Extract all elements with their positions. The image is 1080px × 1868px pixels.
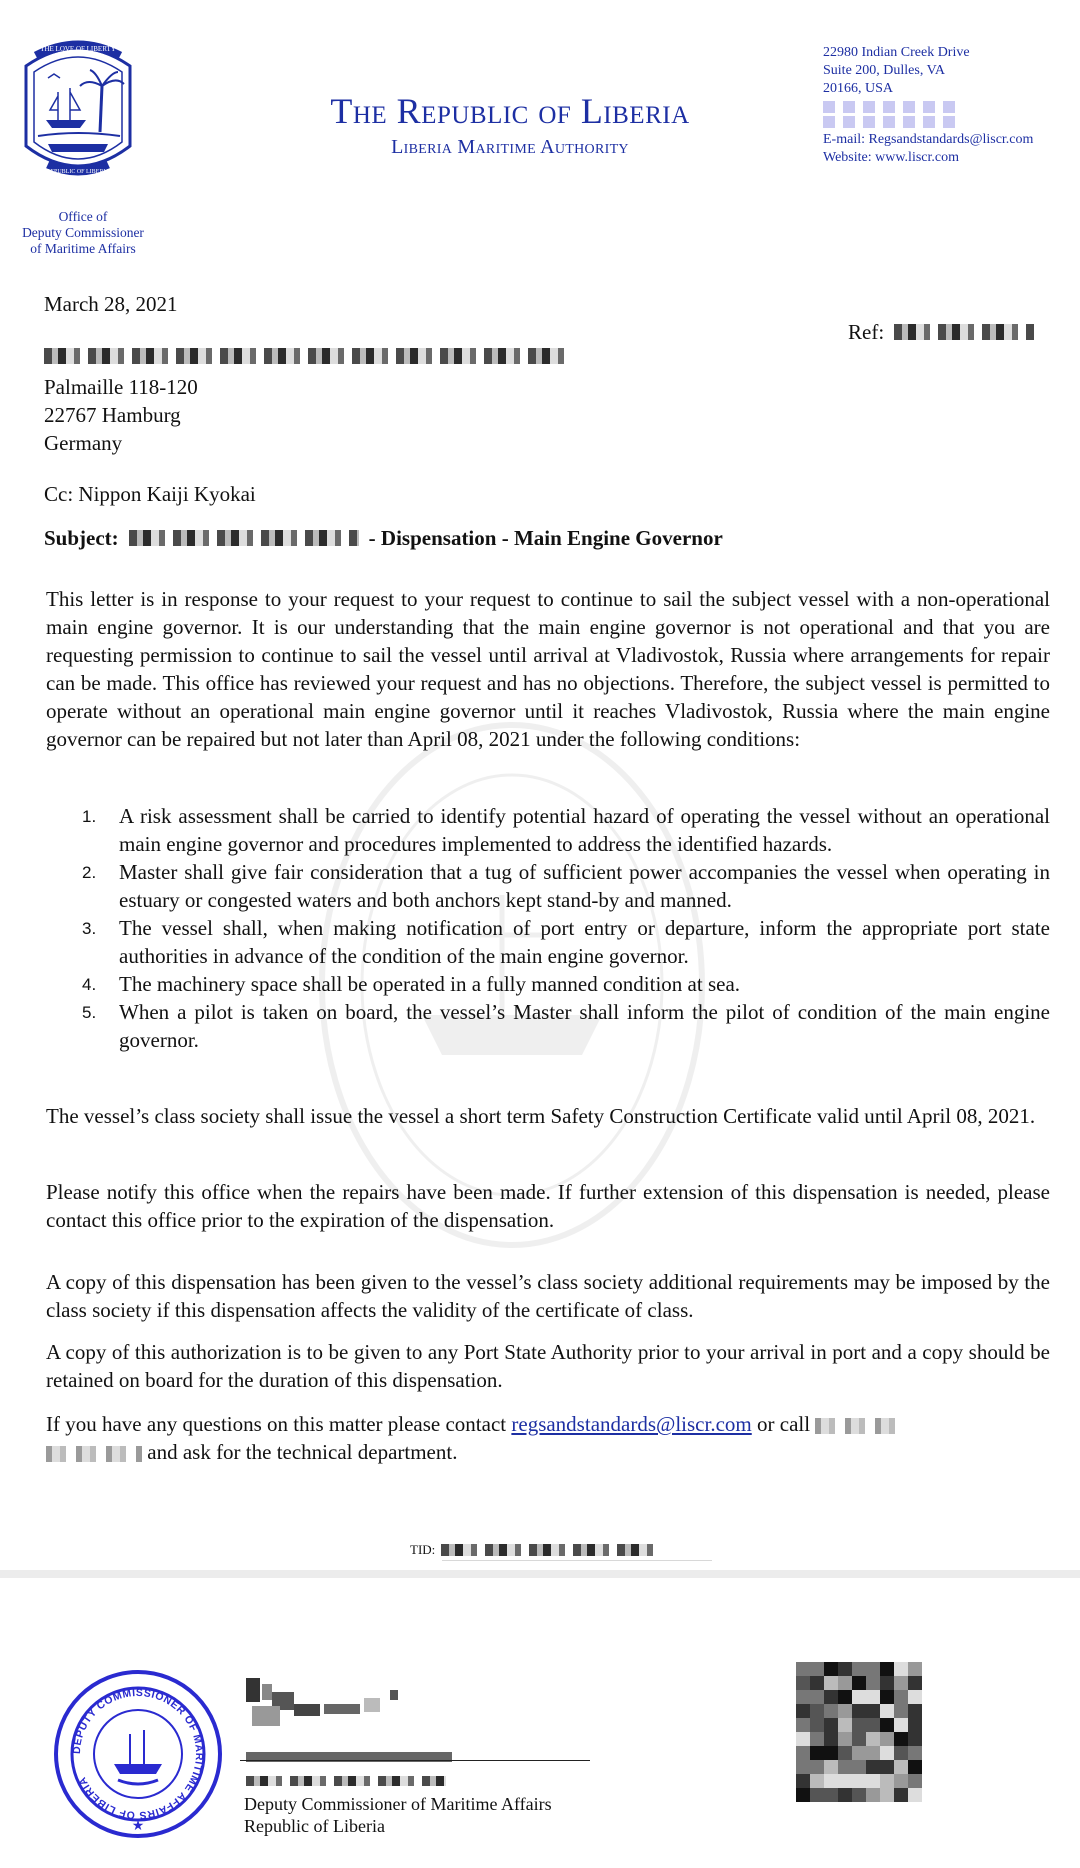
address-line: Germany [44,431,123,455]
signatory-org: Republic of Liberia [244,1816,385,1836]
list-item [46,914,1050,970]
signature-line [240,1760,590,1761]
page-divider [0,1570,1080,1578]
office-line: Deputy Commissioner [22,225,144,240]
letter-date: March 28, 2021 [44,292,178,316]
redacted-phone [823,101,959,113]
contact-address-line: 22980 Indian Creek Drive [823,45,970,60]
svg-text:DEPUTY COMMISSIONER OF MARITIM: DEPUTY COMMISSIONER OF MARITIME AFFAIRS OF LIBERIA [70,1686,206,1822]
list-number: 2. [82,863,97,882]
contact-email[interactable]: E-mail: Regsandstandards@liscr.com [823,132,1034,147]
subject-label: Subject: [44,526,119,550]
body-paragraph: A copy of this dispensation has been given to the vessel’s class society additional requirements may be imposed by the class society if this dispensation affects the validity of the certificate of class. [46,1270,1050,1322]
recipient-address [44,373,198,457]
subject-text: - Dispensation - Main Engine Governor [368,526,723,550]
svg-text:REPUBLIC OF LIBERIA: REPUBLIC OF LIBERIA [46,169,110,175]
conditions-list [46,802,1050,1054]
list-item-text: The vessel shall, when making notification of port entry or departure, inform the appropriate port state authorities in advance of the condition of the main engine governor. [119,916,1050,968]
redacted-phone-number [815,1418,895,1434]
body-paragraph: The vessel’s class society shall issue the vessel a short term Safety Construction Certificate valid until April 08, 2021. [46,1104,1036,1128]
official-stamp [52,1668,224,1840]
subject-line [44,524,723,552]
list-item [46,970,1050,998]
signatory-title: Deputy Commissioner of Maritime Affairs [244,1794,552,1814]
list-item [46,802,1050,858]
list-number: 3. [82,919,97,938]
office-line: Office of [58,209,108,224]
list-item [46,858,1050,914]
office-line: of Maritime Affairs [30,241,136,256]
qr-code-redacted [796,1662,922,1802]
redacted-vessel-name [129,530,359,546]
list-item-text: When a pilot is taken on board, the vessel’s Master shall inform the pilot of condition of the main engine governor. [119,1000,1050,1052]
tid-underline [442,1560,712,1561]
tid-label: TID: [410,1542,436,1557]
contact-paragraph [46,1410,1050,1466]
redacted-company-name [44,348,570,364]
body-paragraph: Please notify this office when the repairs have been made. If further extension of this dispensation is needed, please contact this office prior to the expiration of the dispensation. [46,1180,1050,1232]
address-line: Palmaille 118-120 [44,375,198,399]
page-title: The Republic of Liberia [330,91,690,131]
contact-text: and ask for the technical department. [142,1440,458,1464]
contact-address-line: 20166, USA [823,81,894,96]
list-item [46,998,1050,1054]
list-item-text: The machinery space shall be operated in a fully manned condition at sea. [119,972,741,996]
list-number: 1. [82,807,97,826]
redacted-fax [823,116,959,128]
list-number: 4. [82,975,97,994]
contact-text: or call [751,1412,816,1436]
contact-website[interactable]: Website: www.liscr.com [823,150,959,165]
reference-line [848,318,1034,346]
body-paragraph: A copy of this authorization is to be given to any Port State Authority prior to your arrival in port and a copy should be retained on board for the duration of this dispensation. [46,1340,1050,1392]
redacted-signatory-name [246,1776,446,1786]
address-line: 22767 Hamburg [44,403,181,427]
redacted-ref [894,324,1034,340]
contact-text: If you have any questions on this matter please contact [46,1412,512,1436]
page-subtitle: Liberia Maritime Authority [391,136,629,158]
liberia-seal-logo [8,36,148,196]
office-label [10,209,156,257]
contact-block [823,44,1033,167]
email-link[interactable]: regsandstandards@liscr.com [511,1412,752,1436]
list-item-text: A risk assessment shall be carried to identify potential hazard of operating the vessel without an operational main engine governor and procedures implemented to address the identified hazards. [119,804,1050,856]
redacted-phone-number [46,1446,142,1462]
svg-text:THE LOVE OF LIBERTY: THE LOVE OF LIBERTY [40,45,116,53]
contact-address-line: Suite 200, Dulles, VA [823,63,945,78]
redacted-tid [441,1544,655,1556]
star-icon: ★ [131,1818,145,1834]
signatory-block [244,1793,552,1837]
list-number: 5. [82,1003,97,1022]
ref-label: Ref: [848,320,885,344]
body-paragraph: This letter is in response to your request to your request to continue to sail the subject vessel with a non-operational main engine governor. It is our understanding that the main engine governor is not operational and that you are requesting permission to continue to sail the vessel until arrival at Vladivostok, Russia where arrangements for repair can be made. This office has reviewed your request and has no objections. Therefore, the subject vessel is permitted to operate without an operational main engine governor until it reaches Vladivostok, Russia where the main engine governor can be repaired but not later than April 08, 2021 under the following conditions: [46,587,1050,751]
tid-line [410,1542,655,1558]
cc-line: Cc: Nippon Kaiji Kyokai [44,482,256,506]
list-item-text: Master shall give fair consideration that a tug of sufficient power accompanies the vessel when operating in estuary or congested waters and both anchors kept stand-by and manned. [119,860,1050,912]
